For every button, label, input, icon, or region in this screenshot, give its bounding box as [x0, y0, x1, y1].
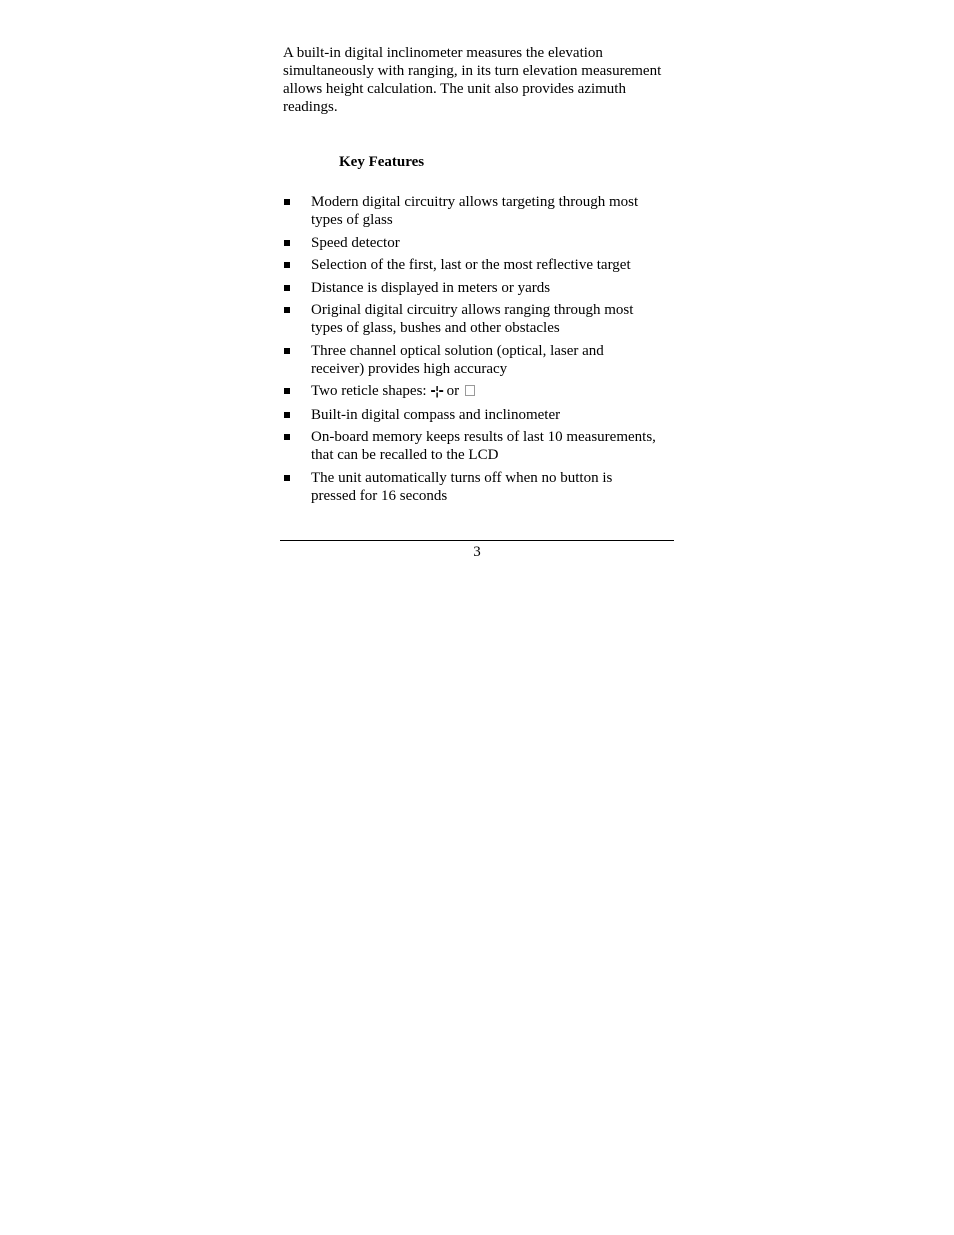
list-item-text: Three channel optical solution (optical, laser and [311, 342, 604, 359]
box-reticle-icon [465, 385, 475, 396]
reticle-shapes-label: Two reticle shapes: [311, 383, 427, 399]
page-number: 3 [473, 544, 481, 560]
list-item-text: The unit automatically turns off when no button is [311, 469, 613, 486]
list-item-text: Built-in digital compass and inclinometer [311, 406, 561, 423]
bullet-square-icon [284, 434, 290, 440]
list-item [283, 234, 678, 252]
list-item-text: Modern digital circuitry allows targeting through most [311, 194, 639, 210]
list-item-text-continued: pressed for 16 seconds [311, 487, 448, 504]
bullet-square-icon [284, 262, 290, 268]
list-item-text-continued: receiver) provides high accuracy [311, 360, 508, 377]
list-item-text-continued: that can be recalled to the LCD [311, 447, 499, 463]
footer-divider [280, 540, 674, 541]
bullet-square-icon [284, 307, 290, 313]
bullet-square-icon [284, 199, 290, 205]
bullet-square-icon [284, 240, 290, 246]
list-item-text-continued: types of glass, bushes and other obstacles [311, 320, 560, 336]
bullet-square-icon [284, 475, 290, 481]
bullet-square-icon [284, 348, 290, 354]
features-list [283, 193, 678, 509]
list-item [283, 382, 678, 401]
list-item [283, 469, 678, 505]
reticle-or-text: or [446, 383, 460, 399]
bullet-square-icon [284, 285, 290, 291]
list-item-text: Original digital circuitry allows ranging through most [311, 302, 634, 318]
list-item-text: Selection of the first, last or the most reflective target [311, 257, 631, 273]
list-item [283, 342, 678, 378]
intro-paragraph: A built-in digital inclinometer measures the elevation simultaneously with ranging, in its turn elevation measurement allows height calculation. The unit also provides azimuth readings. [283, 45, 662, 115]
list-item-text: Distance is displayed in meters or yards [311, 279, 551, 296]
list-item [283, 428, 678, 464]
list-item-text-continued: types of glass [311, 212, 393, 228]
key-features-heading: Key Features [339, 154, 425, 170]
list-item [283, 279, 678, 297]
list-item-text: On-board memory keeps results of last 10 measurements, [311, 429, 656, 445]
list-item [283, 256, 678, 274]
list-item-text: Speed detector [311, 234, 400, 251]
bullet-square-icon [284, 412, 290, 418]
list-item [283, 301, 678, 337]
bullet-square-icon [284, 388, 290, 394]
list-item [283, 406, 678, 424]
list-item [283, 193, 678, 229]
cross-reticle-icon: -¦- [430, 384, 443, 399]
